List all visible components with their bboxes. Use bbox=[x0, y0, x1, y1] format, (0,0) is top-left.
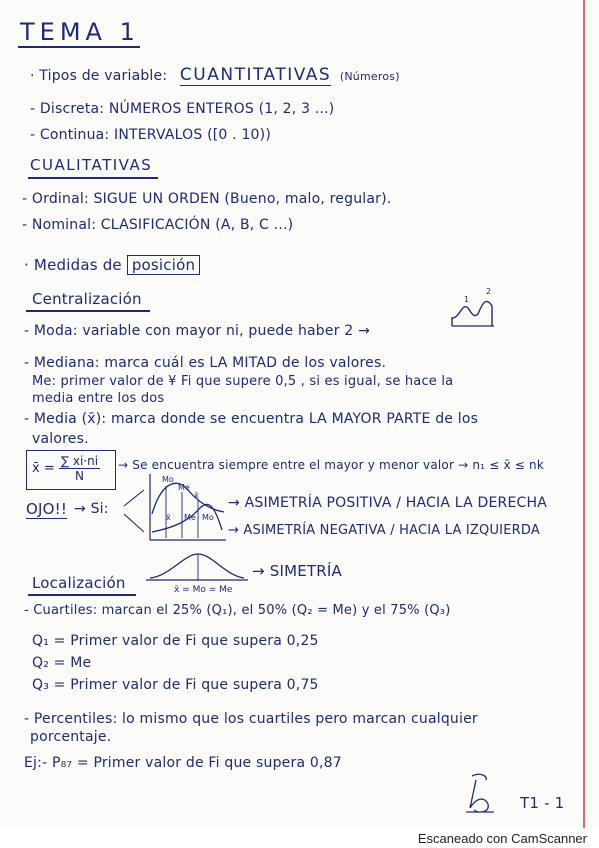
quantitative-label: CUANTITATIVAS bbox=[179, 65, 332, 85]
nominal-line: - Nominal: CLASIFICACIÓN (A, B, C ...) bbox=[22, 217, 294, 233]
mode-peak-2: 2 bbox=[486, 287, 492, 296]
continuous-line: - Continua: INTERVALOS ([0 . 10)) bbox=[30, 127, 271, 143]
centralization-underline bbox=[26, 310, 150, 312]
mean-formula-box bbox=[26, 450, 116, 490]
formula-note: → Se encuentra siempre entre el mayor y menor valor → n₁ ≤ x̄ ≤ nk bbox=[118, 458, 545, 472]
warning-label: OJO!! bbox=[26, 500, 68, 518]
fig-label-mean-2: x̄ bbox=[166, 513, 171, 522]
ordinal-line: - Ordinal: SIGUE UN ORDEN (Bueno, malo, regular). bbox=[22, 191, 392, 207]
page-margin-line bbox=[583, 0, 585, 848]
median-line-1: - Mediana: marca cuál es LA MITAD de los valores. bbox=[24, 355, 387, 371]
signature-mark bbox=[462, 772, 498, 818]
localization-heading: Localización bbox=[32, 574, 126, 592]
position-measures-line bbox=[24, 256, 200, 274]
localization-underline bbox=[28, 594, 136, 596]
quantitative-note: (Números) bbox=[339, 70, 400, 83]
right-asymmetry-line: → ASIMETRÍA POSITIVA / HACIA LA DERECHA bbox=[228, 495, 547, 511]
symmetry-line: → SIMETRÍA bbox=[252, 562, 342, 580]
percentile-example-line: Ej:- P₈₇ = Primer valor de Fi que supera 0,87 bbox=[24, 755, 342, 771]
mean-line-2: valores. bbox=[32, 431, 89, 447]
median-line-2: Me: primer valor de ¥ Fi que supere 0,5 , si es igual, se hace la bbox=[32, 374, 454, 389]
page-title: TEMA 1 bbox=[20, 18, 140, 46]
fig-label-me: Me bbox=[178, 483, 190, 492]
percentiles-line-2: porcentaje. bbox=[30, 729, 112, 745]
left-asymmetry-line: → ASIMETRÍA NEGATIVA / HACIA LA IZQUIERDA bbox=[228, 523, 540, 538]
qualitative-heading: CUALITATIVAS bbox=[30, 156, 153, 174]
warning-arrow-si: → Si: bbox=[74, 501, 109, 517]
percentiles-line-1: - Percentiles: lo mismo que los cuartiles pero marcan cualquier bbox=[24, 711, 478, 727]
q2-line: Q₂ = Me bbox=[32, 655, 92, 671]
symmetry-axis-label: x̄ = Mo = Me bbox=[174, 585, 233, 595]
mean-line-1: - Media (x̄): marca donde se encuentra LA MAYOR PARTE de los bbox=[24, 411, 479, 427]
qualitative-underline bbox=[28, 177, 158, 179]
title-underline bbox=[18, 46, 140, 48]
bimodal-sketch bbox=[450, 288, 500, 332]
page-number: T1 - 1 bbox=[520, 794, 565, 812]
mode-peak-1: 1 bbox=[464, 295, 470, 304]
formula-fraction bbox=[59, 454, 100, 483]
q3-line: Q₃ = Primer valor de Fi que supera 0,75 bbox=[32, 677, 319, 693]
q1-line: Q₁ = Primer valor de Fi que supera 0,25 bbox=[32, 633, 319, 649]
symmetry-sketch bbox=[144, 550, 250, 594]
scanner-footer-text: Escaneado con CamScanner bbox=[417, 831, 587, 846]
variable-types-line bbox=[30, 66, 400, 86]
centralization-heading: Centralización bbox=[32, 290, 142, 308]
variable-types-prefix: · Tipos de variable: bbox=[30, 68, 168, 84]
formula-denominator: N bbox=[75, 469, 85, 483]
fig-label-mo-2: Mo bbox=[202, 513, 214, 522]
median-line-3: media entre los dos bbox=[32, 391, 165, 406]
formula-lhs: x̄ = bbox=[32, 461, 55, 476]
fig-label-me-2: Me bbox=[184, 513, 196, 522]
fig-label-mo: Mo bbox=[162, 475, 174, 484]
mode-line: - Moda: variable con mayor ni, puede haber 2 → bbox=[24, 323, 370, 339]
fig-label-mean: x̄ bbox=[194, 491, 199, 500]
formula-numerator: ∑ xi·ni bbox=[61, 454, 99, 468]
scanner-footer bbox=[0, 828, 599, 848]
position-boxed-word: posición bbox=[127, 255, 200, 275]
quartiles-line: - Cuartiles: marcan el 25% (Q₁), el 50% (Q₂ = Me) y el 75% (Q₃) bbox=[24, 603, 451, 618]
discrete-line: - Discreta: NÚMEROS ENTEROS (1, 2, 3 ...) bbox=[30, 101, 335, 117]
position-prefix: · Medidas de bbox=[24, 256, 122, 274]
asymmetry-sketch bbox=[122, 470, 230, 552]
